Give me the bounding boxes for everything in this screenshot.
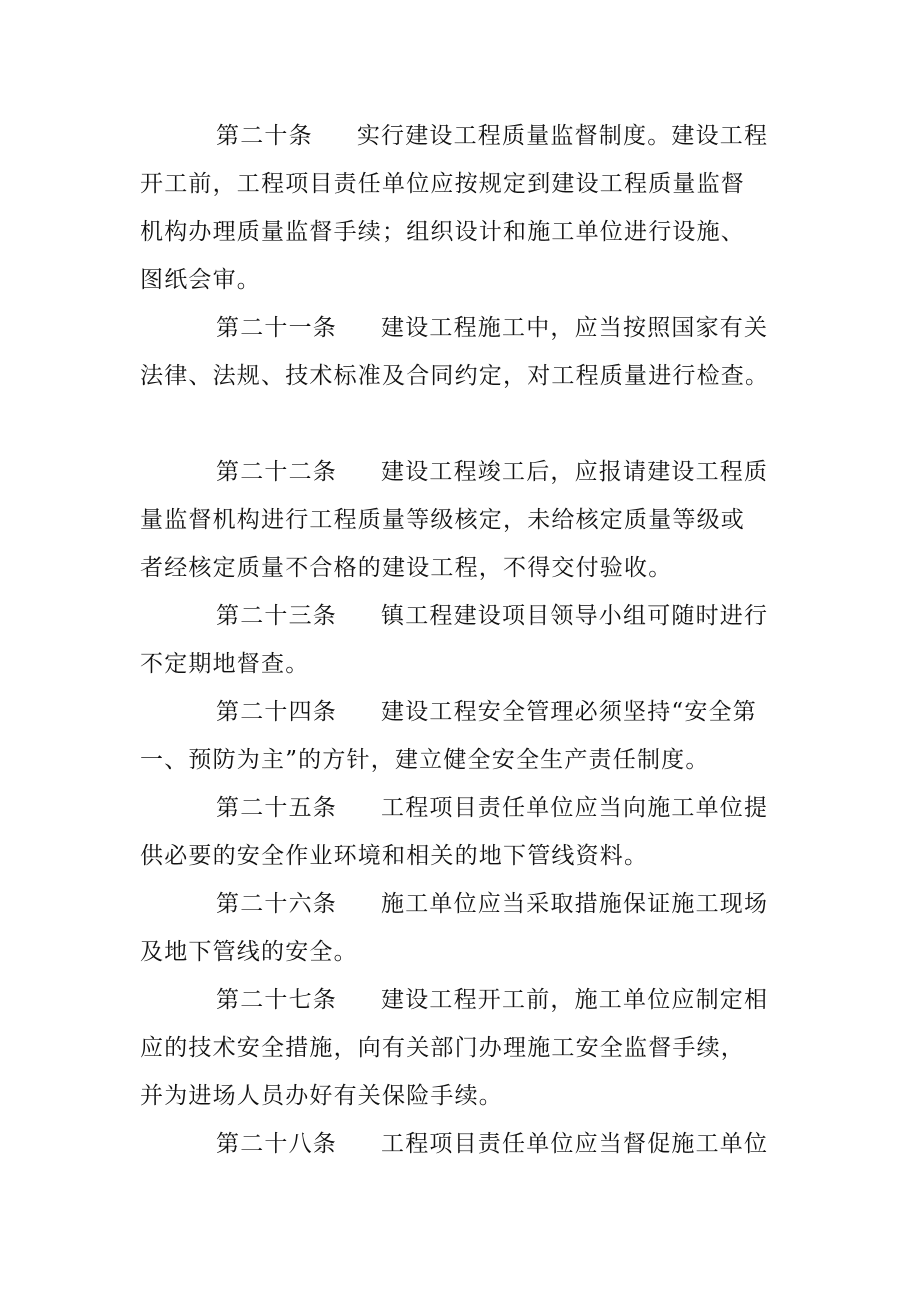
article-20-line-1 xyxy=(140,121,800,151)
article-23-line-2: 不定期地督查。 xyxy=(140,651,310,677)
article-28-line-1 xyxy=(140,1129,800,1159)
article-23-text-1: 镇工程建设项目领导小组可随时进行 xyxy=(381,603,769,629)
article-22-number: 第二十二条 xyxy=(216,459,337,485)
article-20-number: 第二十条 xyxy=(216,123,313,149)
article-20-line-3: 机构办理质量监督手续；组织设计和施工单位进行设施、 xyxy=(140,219,745,245)
article-26-line-1 xyxy=(140,889,800,919)
article-22-line-3: 者经核定质量不合格的建设工程，不得交付验收。 xyxy=(140,555,673,581)
article-28-number: 第二十八条 xyxy=(216,1131,337,1157)
article-27-text-1: 建设工程开工前，施工单位应制定相 xyxy=(381,987,769,1013)
article-24-line-2: 一、预防为主”的方针，建立健全安全生产责任制度。 xyxy=(140,747,710,773)
article-26-line-2: 及地下管线的安全。 xyxy=(140,939,358,965)
article-27-number: 第二十七条 xyxy=(216,987,337,1013)
article-24-text-1: 建设工程安全管理必须坚持“安全第 xyxy=(381,699,757,725)
article-20-text-1: 实行建设工程质量监督制度。建设工程 xyxy=(356,123,769,149)
article-23-number: 第二十三条 xyxy=(216,603,337,629)
article-24-number: 第二十四条 xyxy=(216,699,337,725)
article-21-number: 第二十一条 xyxy=(216,315,337,341)
article-25-text-1: 工程项目责任单位应当向施工单位提 xyxy=(381,795,769,821)
article-21-line-2: 法律、法规、技术标准及合同约定，对工程质量进行检查。 xyxy=(140,363,770,389)
article-22-text-1: 建设工程竣工后，应报请建设工程质 xyxy=(381,459,769,485)
article-25-line-2: 供必要的安全作业环境和相关的地下管线资料。 xyxy=(140,843,649,869)
article-27-line-1 xyxy=(140,985,800,1015)
article-27-line-3: 并为进场人员办好有关保险手续。 xyxy=(140,1083,503,1109)
article-28-text-1: 工程项目责任单位应当督促施工单位 xyxy=(381,1131,769,1157)
article-22-line-1 xyxy=(140,457,800,487)
article-26-text-1: 施工单位应当采取措施保证施工现场 xyxy=(381,891,769,917)
article-21-text-1: 建设工程施工中，应当按照国家有关 xyxy=(381,315,769,341)
article-24-line-1 xyxy=(140,697,800,727)
article-27-line-2: 应的技术安全措施，向有关部门办理施工安全监督手续， xyxy=(140,1035,745,1061)
article-20-line-4: 图纸会审。 xyxy=(140,267,261,293)
article-20-line-2: 开工前，工程项目责任单位应按规定到建设工程质量监督 xyxy=(140,171,745,197)
article-21-line-1 xyxy=(140,313,800,343)
article-25-line-1 xyxy=(140,793,800,823)
article-22-line-2: 量监督机构进行工程质量等级核定，未给核定质量等级或 xyxy=(140,507,745,533)
article-26-number: 第二十六条 xyxy=(216,891,337,917)
article-23-line-1 xyxy=(140,601,800,631)
article-25-number: 第二十五条 xyxy=(216,795,337,821)
